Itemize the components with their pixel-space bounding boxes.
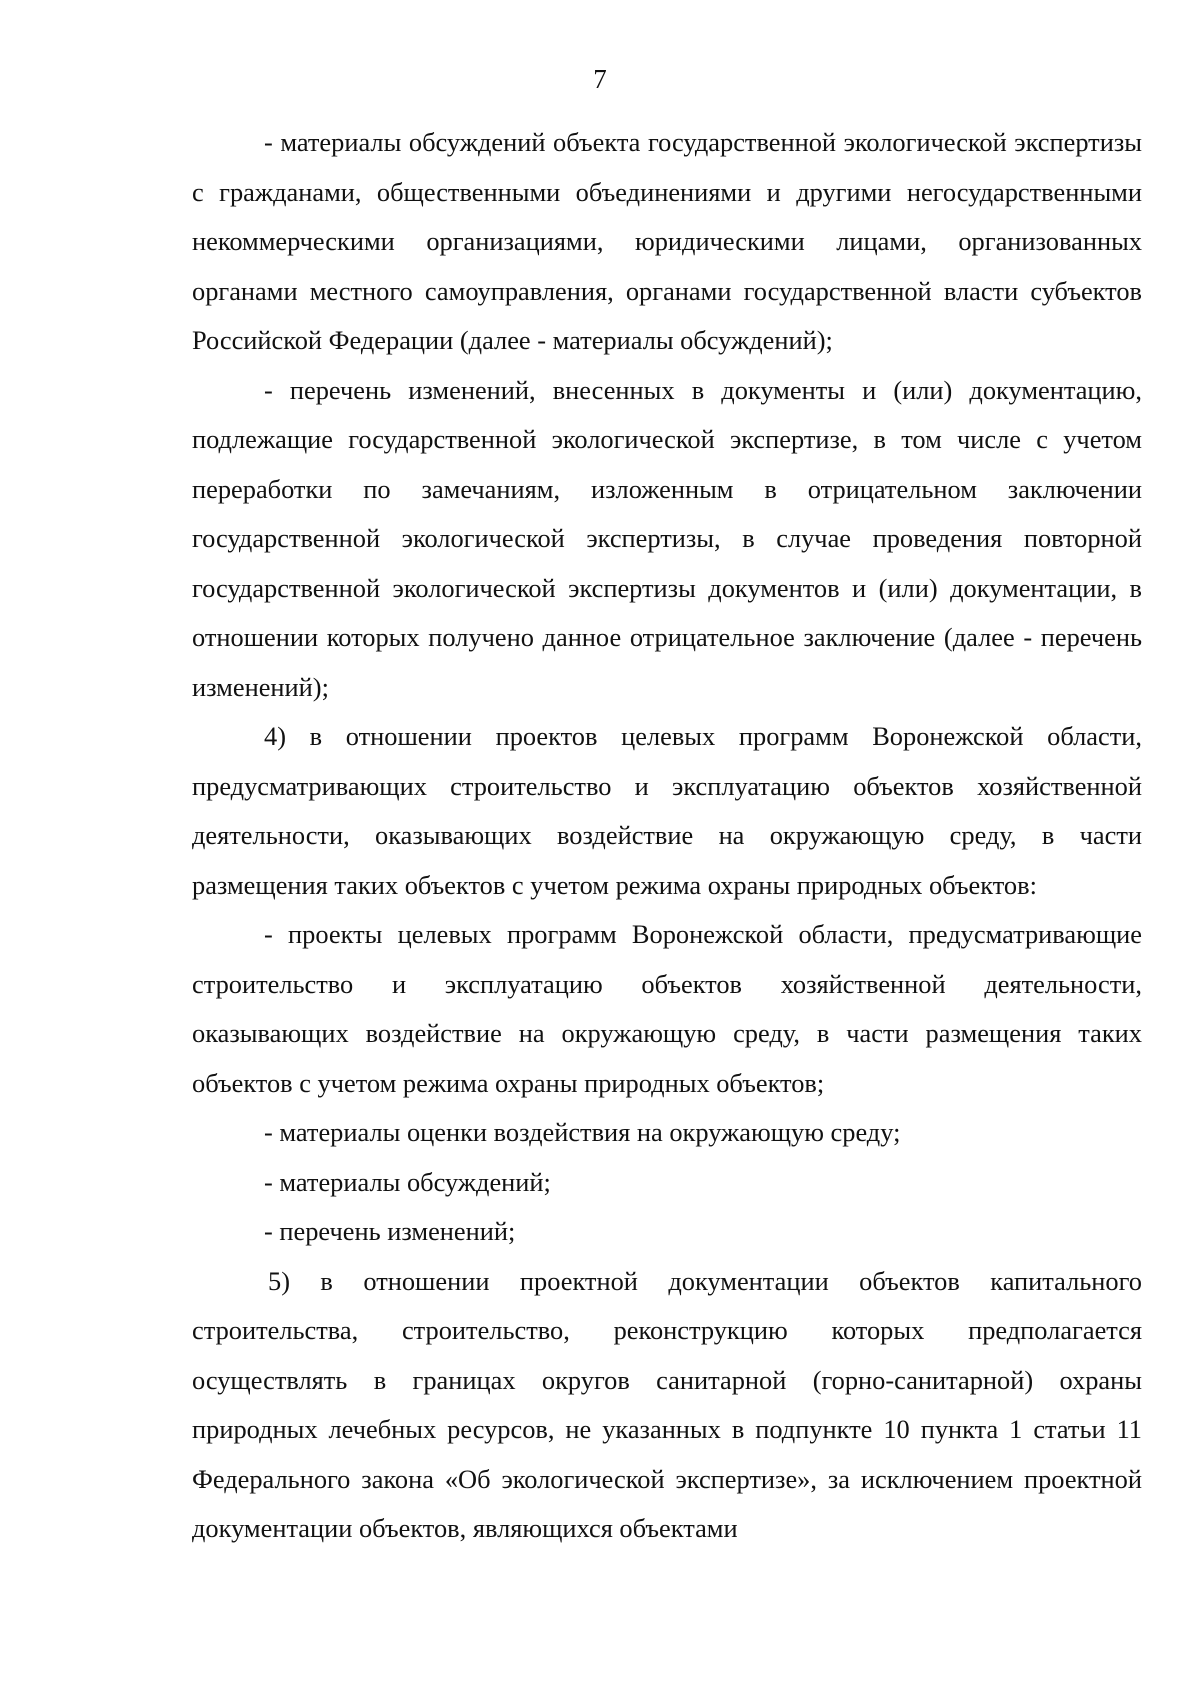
paragraph-list-of-changes-short: - перечень изменений; [264,1216,516,1246]
document-body [192,118,1142,1554]
paragraph-discussion-materials-short: - материалы обсуждений; [264,1166,551,1197]
paragraph-item-4: 4) в отношении проектов целевых программ Воронежской области, предусматривающих строительство и эксплуатацию объектов хозяйственной деятельности, оказывающих воздействие на окружающую среду, в части размещения таких объектов с учетом режима охраны природных объектов: [192,721,1142,900]
paragraph-discussion-materials: - материалы обсуждений объекта государственной экологической экспертизы с гражданами, общественными объединениями и другими негосударственными некоммерческими организациями, юридическими лицами, организованных органами местного самоуправления, органами государственной власти субъектов Российской Федерации (далее - материалы обсуждений); [192,127,1142,355]
paragraph-target-program-drafts: - проекты целевых программ Воронежской области, предусматривающие строительство и эксплуатацию объектов хозяйственной деятельности, оказывающих воздействие на окружающую среду, в части размещения таких объектов с учетом режима охраны природных объектов; [192,919,1142,1098]
paragraph-impact-assessment: - материалы оценки воздействия на окружающую среду; [264,1117,901,1147]
paragraph-item-5: 5) в отношении проектной документации объектов капитального строительства, строительство, реконструкцию которых предполагается осуществлять в границах округов санитарной (горно-санитарной) охраны природных лечебных ресурсов, не указанных в подпункте 10 пункта 1 статьи 11 Федерального закона «Об экологической экспертизе», за исключением проектной документации объектов, являющихся объектами [192,1265,1142,1543]
paragraph-list-of-changes: - перечень изменений, внесенных в документы и (или) документацию, подлежащие государственной экологической экспертизе, в том числе с учетом переработки по замечаниям, изложенным в отрицательном заключении государственной экологической экспертизы, в случае проведения повторной государственной экологической экспертизы документов и (или) документации, в отношении которых получено данное отрицательное заключение (далее - перечень изменений); [192,374,1142,702]
page-number: 7 [593,64,607,94]
